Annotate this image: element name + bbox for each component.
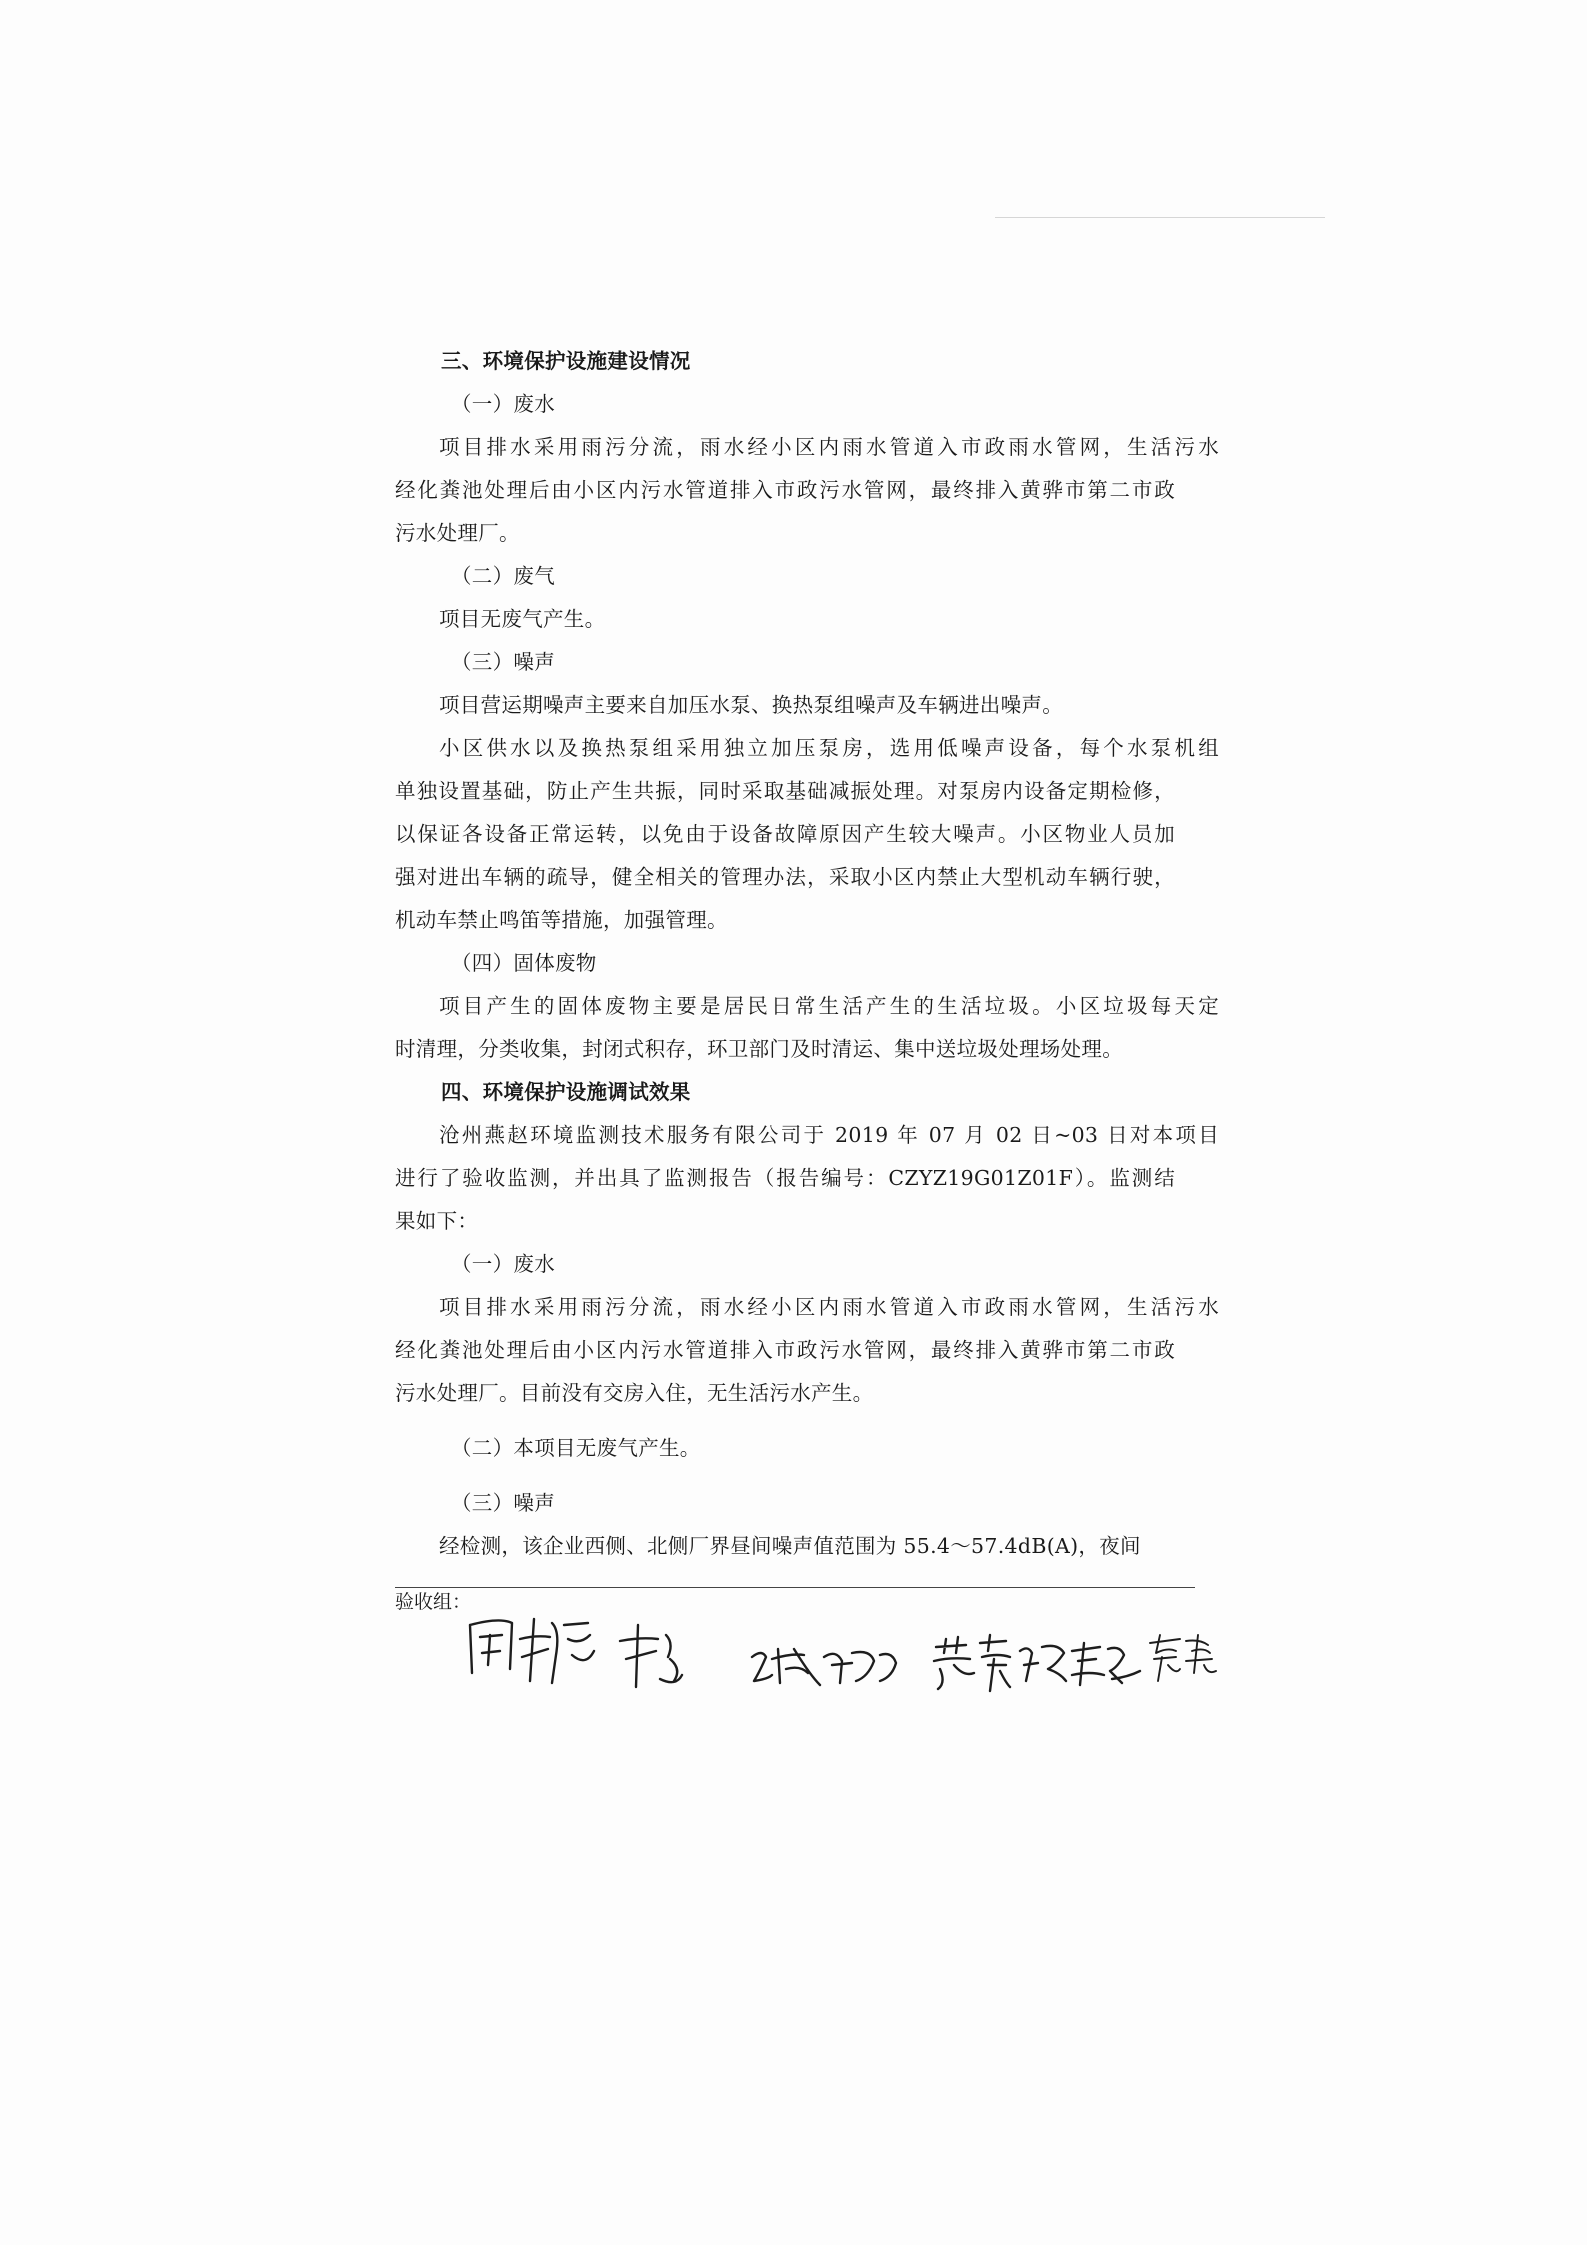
paragraph-noise-measures	[395, 727, 1219, 942]
section-heading-3: 三、环境保护设施建设情况	[441, 349, 691, 373]
subheading-no-waste-gas: （二）本项目无废气产生。	[451, 1436, 701, 1460]
paragraph-line: 小区供水以及换热泵组采用独立加压泵房，选用低噪声设备，每个水泵机组	[439, 736, 1219, 760]
paragraph-line: 单独设置基础，防止产生共振，同时采取基础减振处理。对泵房内设备定期检修，	[395, 779, 1175, 803]
paragraph-solid-waste	[395, 985, 1219, 1071]
paragraph-noise-result: 经检测，该企业西侧、北侧厂界昼间噪声值范围为 55.4～57.4dB(A)，夜间	[439, 1534, 1141, 1558]
paragraph-line: 经化粪池处理后由小区内污水管道排入市政污水管网，最终排入黄骅市第二市政	[395, 1338, 1175, 1362]
paragraph-line: 强对进出车辆的疏导，健全相关的管理办法，采取小区内禁止大型机动车辆行驶，	[395, 865, 1175, 889]
paragraph-line: 以保证各设备正常运转，以免由于设备故障原因产生较大噪声。小区物业人员加	[395, 822, 1175, 846]
paragraph-line: 污水处理厂。目前没有交房入住，无生活污水产生。	[395, 1381, 874, 1405]
spacer	[395, 1415, 1195, 1427]
paragraph-line: 机动车禁止鸣笛等措施，加强管理。	[395, 908, 728, 932]
handwritten-signatures	[460, 1595, 1230, 1715]
paragraph-line: 时清理，分类收集，封闭式积存，环卫部门及时清运、集中送垃圾处理场处理。	[395, 1037, 1123, 1061]
paragraph-noise-source: 项目营运期噪声主要来自加压水泵、换热泵组噪声及车辆进出噪声。	[439, 693, 1063, 717]
subheading-waste-gas: （二）废气	[451, 564, 555, 588]
subheading-noise: （三）噪声	[451, 650, 555, 674]
header-rule	[995, 217, 1325, 218]
paragraph-line: 沧州燕赵环境监测技术服务有限公司于 2019 年 07 月 02 日~03 日对本项目	[439, 1123, 1219, 1147]
signature-2	[752, 1649, 896, 1685]
subheading-wastewater: （一）废水	[451, 392, 555, 416]
signature-4	[1020, 1643, 1140, 1685]
paragraph-wastewater-result	[395, 1286, 1219, 1415]
paragraph-wastewater	[395, 426, 1219, 555]
signature-1	[470, 1619, 682, 1687]
paragraph-line: 果如下：	[395, 1209, 479, 1233]
paragraph-waste-gas: 项目无废气产生。	[439, 607, 606, 631]
subheading-wastewater-result: （一）废水	[451, 1252, 555, 1276]
signature-rule	[395, 1587, 1195, 1588]
paragraph-line: 项目排水采用雨污分流，雨水经小区内雨水管道入市政雨水管网，生活污水	[439, 435, 1219, 459]
paragraph-line: 污水处理厂。	[395, 521, 520, 545]
spacer	[395, 1470, 1195, 1482]
subheading-solid-waste: （四）固体废物	[451, 951, 597, 975]
document-body	[395, 340, 1219, 1568]
paragraph-line: 经化粪池处理后由小区内污水管道排入市政污水管网，最终排入黄骅市第二市政	[395, 478, 1175, 502]
paragraph-line: 项目排水采用雨污分流，雨水经小区内雨水管道入市政雨水管网，生活污水	[439, 1295, 1219, 1319]
section-heading-4: 四、环境保护设施调试效果	[441, 1080, 691, 1104]
subheading-noise-result: （三）噪声	[451, 1491, 555, 1515]
paragraph-line: 进行了验收监测，并出具了监测报告（报告编号：CZYZ19G01Z01F）。监测结	[395, 1166, 1175, 1190]
paragraph-monitoring	[395, 1114, 1219, 1243]
signature-5	[1150, 1635, 1216, 1681]
signature-label: 验收组：	[395, 1591, 472, 1613]
signature-3	[934, 1635, 1010, 1691]
paragraph-line: 项目产生的固体废物主要是居民日常生活产生的生活垃圾。小区垃圾每天定	[439, 994, 1219, 1018]
